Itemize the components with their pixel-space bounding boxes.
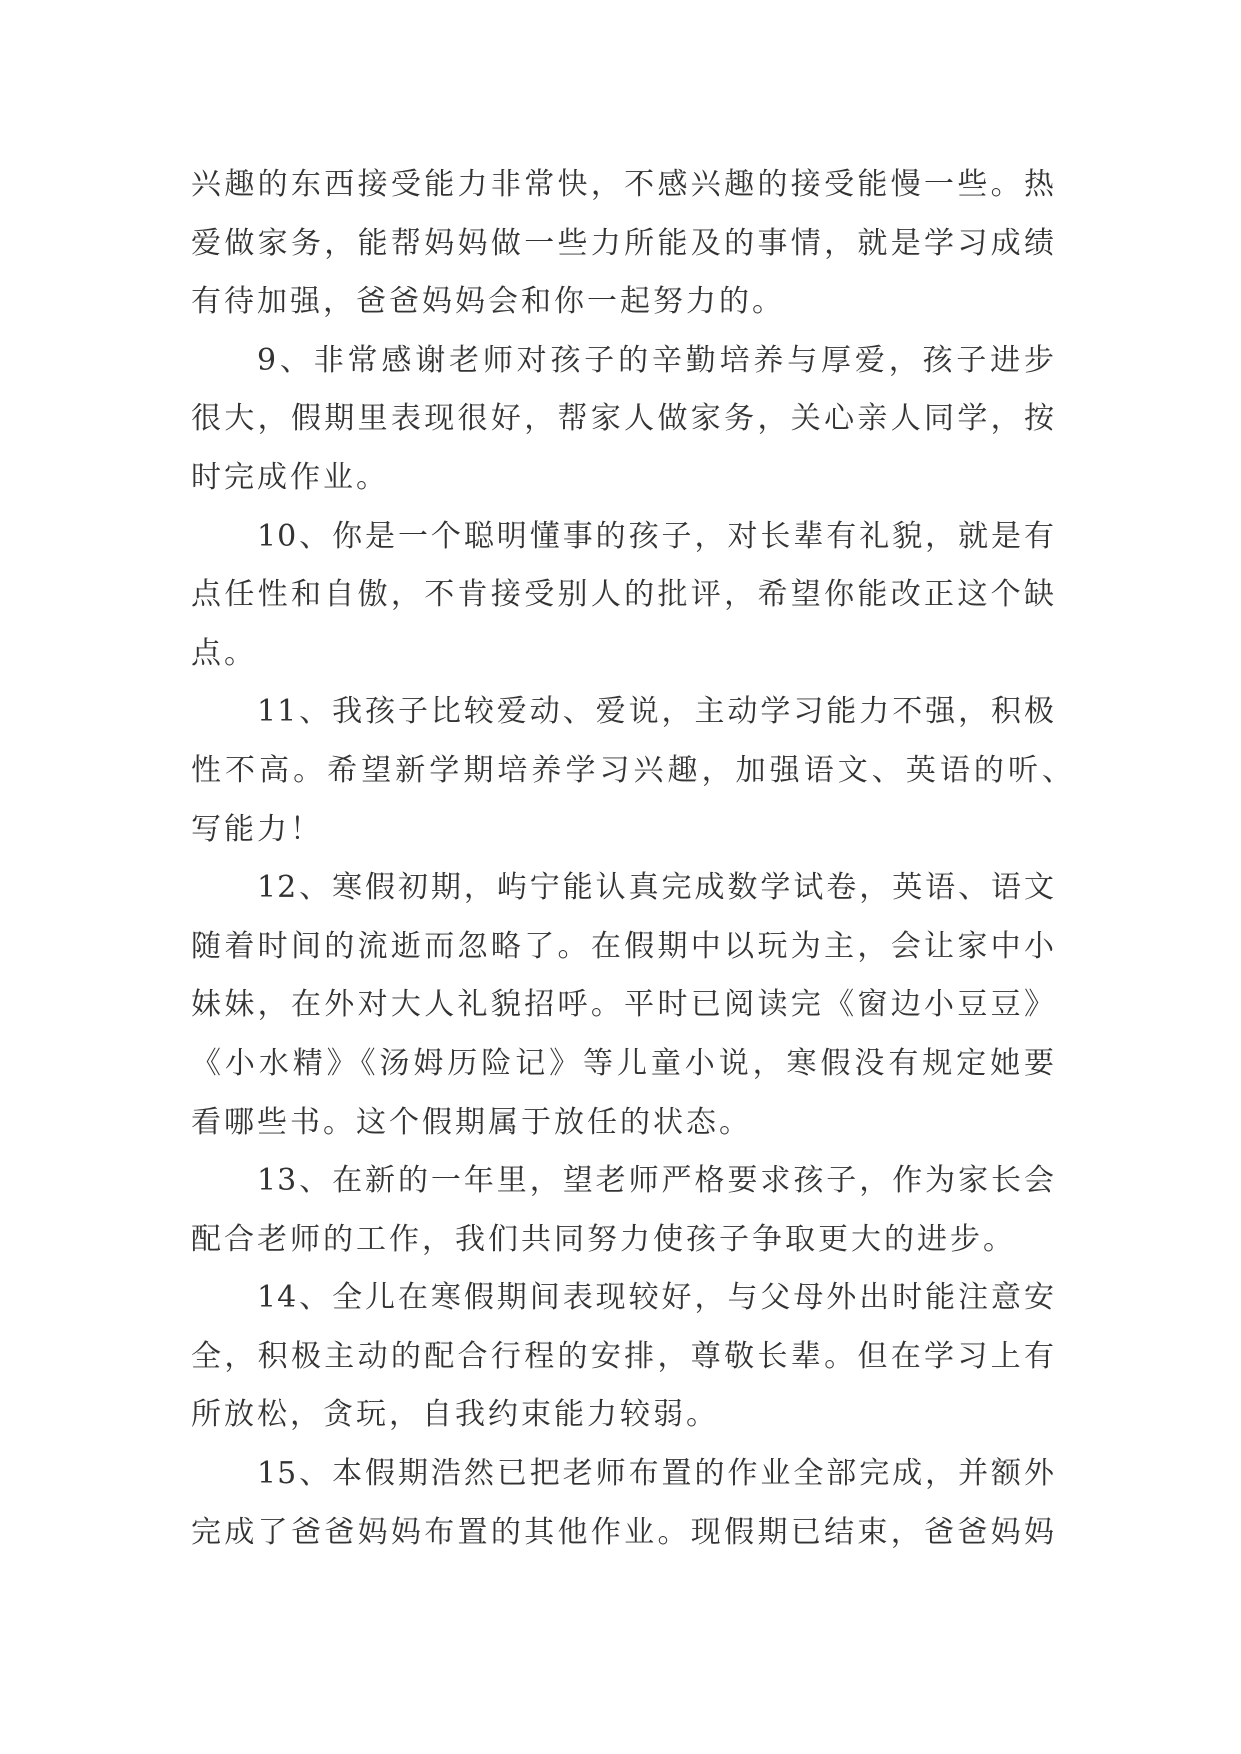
- paragraph-item-12: [191, 859, 1091, 1152]
- text-line: 《小水精》《汤姆历险记》等儿童小说，寒假没有规定她要: [191, 1045, 1055, 1081]
- text-line: 所放松，贪玩，自我约束能力较弱。: [191, 1397, 719, 1433]
- paragraph-continuation: [191, 156, 1091, 332]
- text-line: 完成了爸爸妈妈布置的其他作业。现假期已结束，爸爸妈妈: [191, 1514, 1055, 1550]
- paragraph-item-15: [191, 1445, 1091, 1562]
- paragraph-item-14: [191, 1269, 1091, 1445]
- text-line: 兴趣的东西接受能力非常快，不感兴趣的接受能慢一些。热: [191, 167, 1055, 202]
- text-line: 很大，假期里表现很好，帮家人做家务，关心亲人同学，按: [191, 401, 1055, 437]
- text-line: 爱做家务，能帮妈妈做一些力所能及的事情，就是学习成绩: [191, 225, 1055, 261]
- text-line: 配合老师的工作，我们共同努力使孩子争取更大的进步。: [191, 1221, 1016, 1257]
- text-line: 9、非常感谢老师对孩子的辛勤培养与厚爱，孩子进步: [257, 342, 1055, 378]
- text-line: 11、我孩子比较爱动、爱说，主动学习能力不强，积极: [257, 694, 1055, 730]
- text-line: 全，积极主动的配合行程的安排，尊敬长辈。但在学习上有: [191, 1338, 1055, 1374]
- document-body: [191, 156, 1091, 1562]
- text-line: 看哪些书。这个假期属于放任的状态。: [191, 1104, 752, 1140]
- paragraph-item-10: [191, 508, 1091, 684]
- paragraph-item-9: [191, 332, 1091, 508]
- text-line: 12、寒假初期，屿宁能认真完成数学试卷，英语、语文: [257, 870, 1055, 906]
- text-line: 妹妹，在外对大人礼貌招呼。平时已阅读完《窗边小豆豆》: [191, 987, 1055, 1023]
- text-line: 随着时间的流逝而忽略了。在假期中以玩为主，会让家中小: [191, 928, 1055, 964]
- text-line: 15、本假期浩然已把老师布置的作业全部完成，并额外: [257, 1456, 1055, 1492]
- text-line: 点。: [191, 635, 257, 671]
- text-line: 写能力！: [191, 811, 323, 847]
- paragraph-item-13: [191, 1152, 1091, 1269]
- text-line: 点任性和自傲，不肯接受别人的批评，希望你能改正这个缺: [191, 577, 1055, 613]
- text-line: 性不高。希望新学期培养学习兴趣，加强语文、英语的听、: [191, 752, 1073, 788]
- text-line: 10、你是一个聪明懂事的孩子，对长辈有礼貌，就是有: [257, 518, 1055, 554]
- text-line: 13、在新的一年里，望老师严格要求孩子，作为家长会: [257, 1163, 1055, 1199]
- text-line: 有待加强，爸爸妈妈会和你一起努力的。: [191, 284, 785, 320]
- paragraph-item-11: [191, 683, 1091, 859]
- text-line: 14、全儿在寒假期间表现较好，与父母外出时能注意安: [257, 1280, 1055, 1316]
- text-line: 时完成作业。: [191, 459, 389, 495]
